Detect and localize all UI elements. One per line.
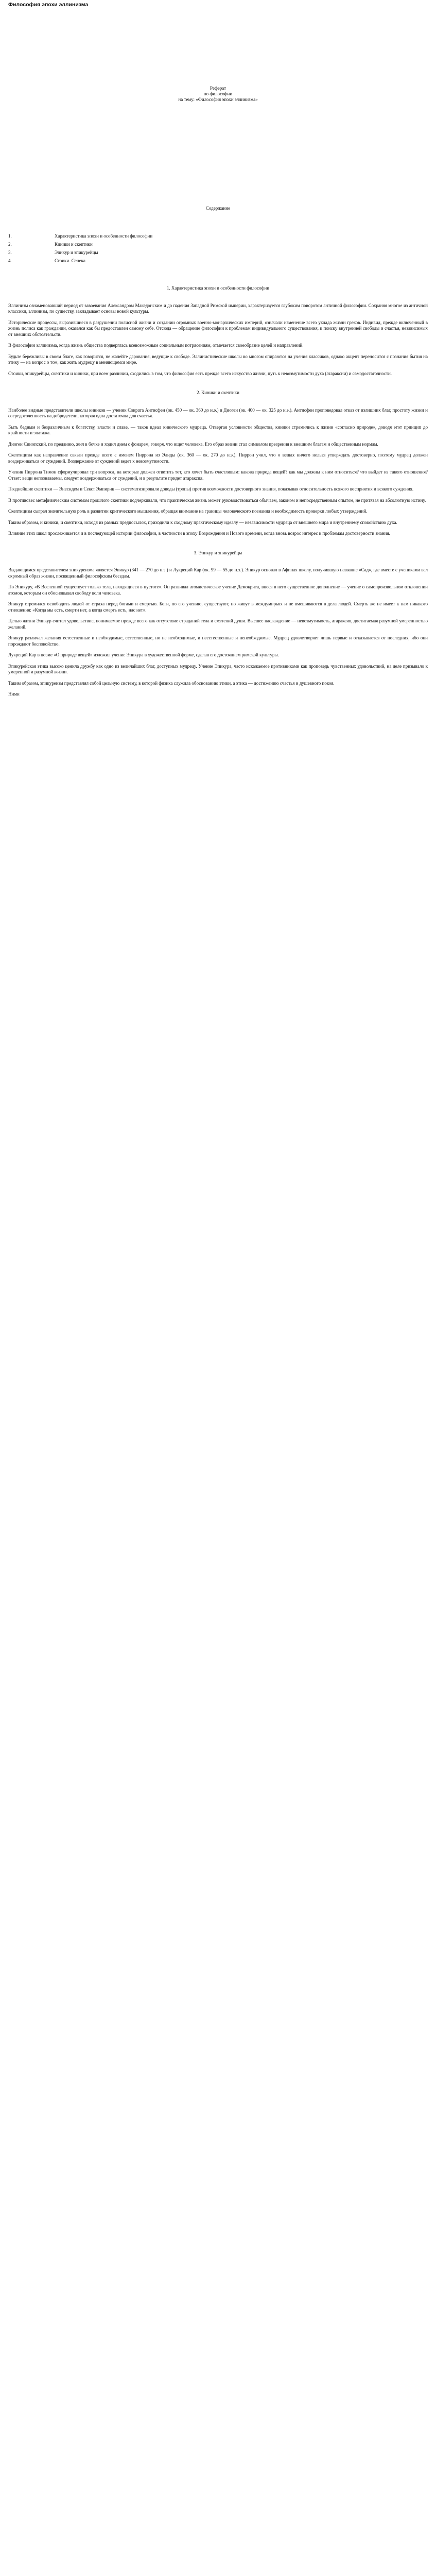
section-heading: 1. Характеристика эпохи и особенности философии bbox=[166, 285, 270, 291]
toc-item-label: Характеристика эпохи и особенности философии bbox=[55, 233, 153, 239]
paragraph: Быть бедным и безразличным к богатству, власти и славе, — таков идеал кинического мудреца. Отвергая условности общества, киники стремились к жизни «согласно природе», доводя этот принцип до крайности и эпатажа. bbox=[8, 424, 428, 435]
paragraph: Эпикур различал желания естественные и необходимые, естественные, но не необходимые, и неестественные и ненеобходимые. Мудрец удовлетворяет лишь первые и отказывается от последних, ибо они порождают беспокойство. bbox=[8, 635, 428, 647]
toc-item-number: 3. bbox=[8, 250, 12, 255]
toc-item-label: Киники и скептики bbox=[55, 242, 93, 247]
paragraph: Исторические процессы, выразившиеся в разрушении полисной жизни и создании огромных военно-монархических империй, означали изменение всего уклада жизни греков. Индивид, прежде включенный в жизнь полиса как гражданин, оказался как бы предоставлен самому себе. Отсюда — обращение философии к проблемам индивидуального существования, к поиску внутренней свободы и счастья, независимых от внешних обстоятельств. bbox=[8, 319, 428, 337]
section-heading: 3. Эпикур и эпикурейцы bbox=[194, 550, 242, 555]
toc-item-number: 1. bbox=[8, 233, 12, 239]
title-line: по философии bbox=[203, 91, 233, 96]
paragraph: Эпикурейская этика высоко ценила дружбу как одно из величайших благ, доступных мудрецу. Учение Эпикура, часто искажаемое противниками как проповедь чувственных удовольствий, на деле призывало к умеренной и разумной жизни. bbox=[8, 663, 428, 674]
paragraph: В философии эллинизма, когда жизнь общества подверглась всевозможным социальным потрясениям, отмечается своеобразие целей и направлений. bbox=[8, 343, 304, 348]
paragraph: В противовес метафизическим системам прошлого скептики подчеркивали, что практическая жизнь может руководствоваться обычаем, законом и непосредственным опытом, не притязая на абсолютную истину. bbox=[8, 497, 426, 503]
paragraph: Стоики, эпикурейцы, скептики и киники, при всем различии, сходились в том, что философия есть прежде всего искусство жизни, путь к невозмутимости духа (атараксии) и самодостаточности. bbox=[8, 370, 392, 376]
paragraph: Позднейшие скептики — Энесидем и Секст Эмпирик — систематизировали доводы (тропы) против возможности достоверного знания, показывая относительность всякого восприятия и всякого суждения. bbox=[8, 486, 414, 492]
paragraph: Скептицизм как направление связан прежде всего с именем Пиррона из Элиды (ок. 360 — ок. 270 до н.э.). Пиррон учил, что о вещах ничего нельзя утверждать достоверно, поэтому мудрец должен воздерживаться от суждений. Воздержание от суждений ведет к невозмутимости. bbox=[8, 452, 428, 464]
paragraph: Ученик Пиррона Тимон сформулировал три вопроса, на которые должен ответить тот, кто хочет быть счастливым: какова природа вещей? как мы должны к ним относиться? что выйдет из такого отношения? Ответ: вещи непознаваемы, следует воздерживаться от суждений, и в результате придет атараксия. bbox=[8, 469, 428, 481]
references-label: Ними bbox=[8, 691, 20, 697]
toc-list bbox=[8, 232, 428, 265]
page bbox=[8, 0, 428, 703]
page-title: Философия эпохи эллинизма bbox=[8, 2, 89, 8]
title-block bbox=[8, 86, 428, 103]
toc-item-number: 4. bbox=[8, 258, 12, 263]
title-line: Реферат bbox=[210, 85, 226, 91]
section-heading: 2. Киники и скептики bbox=[197, 390, 239, 395]
paragraph: Влияние этих школ прослеживается и в последующей истории философии, в частности в эпоху Возрождения и Нового времени, когда вновь возрос интерес к проблемам достоверности знания. bbox=[8, 531, 390, 536]
paragraph: Целью жизни Эпикур считал удовольствие, понимаемое прежде всего как отсутствие страданий тела и смятений души. Высшее наслаждение — невозмутимость, атараксия, достигаемая разумной умеренностью желаний. bbox=[8, 618, 428, 630]
paragraph: Выдающимся представителем эпикуреизма является Эпикур (341 — 270 до н.э.) и Лукреций Кар (ок. 99 — 55 до н.э.). Эпикур основал в Афинах школу, получившую название «Сад», где вместе с учениками вел скромный образ жизни, посвященный философским беседам. bbox=[8, 567, 428, 579]
toc-item-number: 2. bbox=[8, 242, 12, 247]
paragraph: Таким образом, эпикуреизм представлял собой цельную систему, в которой физика служила обоснованию этики, а этика — достижению счастья и душевного покоя. bbox=[8, 680, 335, 686]
sections-container bbox=[8, 285, 428, 686]
toc-item bbox=[8, 248, 428, 257]
paragraph: Будьте бережливы в своем благе, как говорится, не жалейте дарования, ведущие к свободе. Эллинистические школы во многом опираются на учения классиков, однако акцент переносится с познания бытия на этику — на вопрос о том, как жить мудрецу в меняющемся мире. bbox=[8, 353, 428, 365]
paragraph: Таким образом, и киники, и скептики, исходя из разных предпосылок, приходили к сходному практическому идеалу — независимости мудреца от внешнего мира и внутреннему спокойствию духа. bbox=[8, 519, 397, 525]
paragraph: По Эпикуру, «В Вселенной существует только тела, находящиеся в пустоте». Он развивал атомистическое учение Демокрита, внеся в него существенное дополнение — учение о самопроизвольном отклонении атомов, которым он обосновывал свободу воли человека. bbox=[8, 584, 428, 596]
paragraph: Диоген Синопский, по преданию, жил в бочке и ходил днем с фонарем, говоря, что ищет человека. Его образ жизни стал символом презрения к внешним благам и общественным нормам. bbox=[8, 441, 378, 447]
toc-item bbox=[8, 240, 428, 248]
toc-item-label: Эпикур и эпикурейцы bbox=[55, 250, 98, 255]
toc-item bbox=[8, 257, 428, 265]
paragraph: Эллинизм ознаменовавший период от завоевания Александром Македонским и до падения Западной Римской империи, характеризуется глубоким поворотом античной философии. Сохраняя многое из античной классики, эллинизм, по существу, закладывает основы новой культуры. bbox=[8, 302, 428, 314]
table-of-contents bbox=[8, 206, 428, 265]
toc-item bbox=[8, 232, 428, 240]
toc-heading: Содержание bbox=[205, 205, 231, 211]
title-line: на тему: «Философия эпохи эллинизма» bbox=[178, 96, 258, 102]
toc-item-label: Стоики. Сенека bbox=[55, 258, 85, 263]
paragraph: Эпикур стремился освободить людей от страха перед богами и смертью. Боги, по его учению, существуют, но живут в междумирьях и не вмешиваются в дела людей. Смерть же не имеет к нам никакого отношения: «Когда мы есть, смерти нет, а когда смерть есть, нас нет». bbox=[8, 601, 428, 613]
paragraph: Скептицизм сыграл значительную роль в развитии критического мышления, обращая внимание на границы человеческого познания и необходимость проверки любых утверждений. bbox=[8, 509, 368, 514]
paragraph: Лукреций Кар в поэме «О природе вещей» изложил учение Эпикура в художественной форме, сделав его достоянием римской культуры. bbox=[8, 652, 279, 657]
paragraph: Наиболее видные представители школы киников — ученик Сократа Антисфен (ок. 450 — ок. 360 до н.э.) и Диоген (ок. 400 — ок. 325 до н.э.). Антисфен проповедовал отказ от излишних благ, простоту жизни и сосредоточенность на добродетели, которая одна достаточна для счастья. bbox=[8, 407, 428, 418]
